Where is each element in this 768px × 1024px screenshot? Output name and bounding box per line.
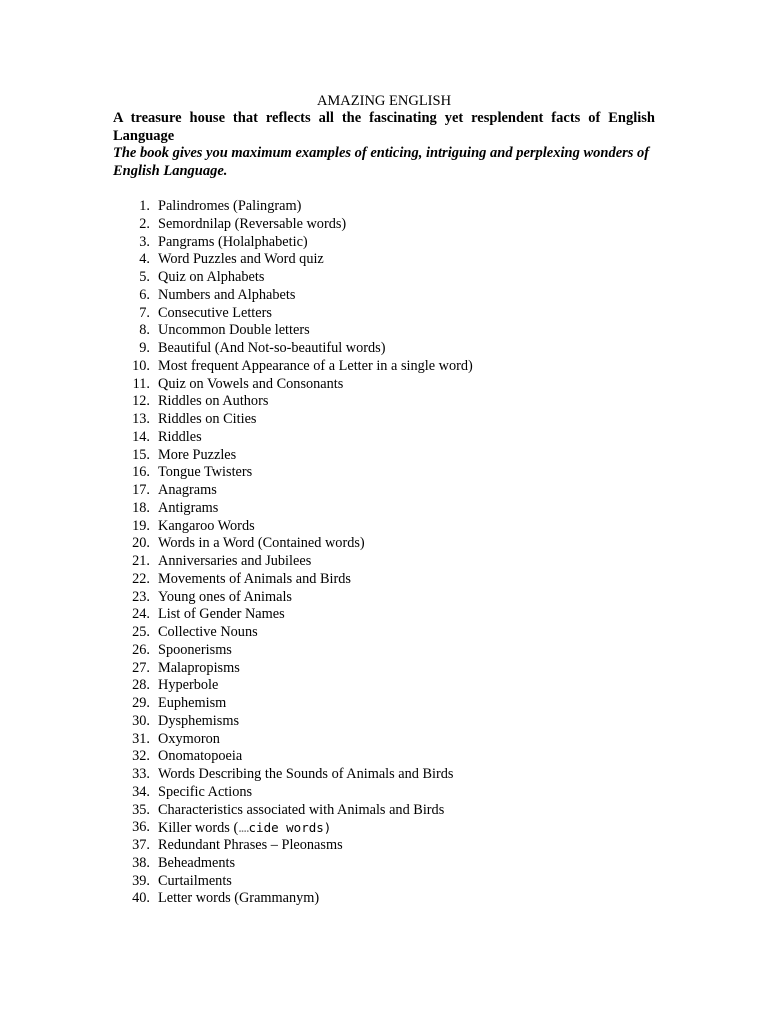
list-item-number: 26. <box>132 641 150 658</box>
list-item-number: 33. <box>132 766 150 782</box>
list-item <box>113 890 655 908</box>
list-item-text: Riddles <box>158 428 202 445</box>
list-item <box>113 305 655 323</box>
list-item <box>113 198 655 216</box>
list-item-text: Letter words (Grammanym) <box>158 890 320 907</box>
list-item <box>113 429 655 447</box>
list-item <box>113 589 655 607</box>
list-item-number: 28. <box>132 677 150 694</box>
list-item-paren: ( <box>233 820 239 837</box>
list-item-number: 22. <box>132 570 150 587</box>
list-item <box>113 819 655 837</box>
list-item-text: Movements of Animals and Birds <box>158 570 351 587</box>
list-item <box>113 447 655 465</box>
list-item <box>113 393 655 411</box>
list-item-number: 21. <box>132 553 150 569</box>
list-item-text: Killer words <box>158 820 230 837</box>
list-item-text: Anagrams <box>158 482 217 498</box>
list-item <box>113 837 655 855</box>
list-item-number: 31. <box>132 730 150 747</box>
list-item <box>113 642 655 660</box>
list-item-number: 39. <box>132 872 150 889</box>
list-item-text: Kangaroo Words <box>158 517 255 534</box>
list-item-number: 12. <box>132 393 150 410</box>
list-item-number: 5. <box>139 269 150 285</box>
list-item-number: 1. <box>139 198 150 214</box>
list-item-text: Characteristics associated with Animals and Birds <box>158 801 445 818</box>
document-page <box>113 92 655 908</box>
list-item-number: 36. <box>132 819 150 836</box>
list-item <box>113 482 655 500</box>
list-item-text: Redundant Phrases – Pleonasms <box>158 837 343 853</box>
list-item-text: Most frequent Appearance of a Letter in a single word) <box>158 357 473 374</box>
list-item-number: 34. <box>132 783 150 800</box>
list-item-number: 8. <box>139 322 150 339</box>
list-item <box>113 624 655 642</box>
list-item <box>113 464 655 482</box>
list-item-text: Curtailments <box>158 872 232 889</box>
list-item-text: Collective Nouns <box>158 624 258 640</box>
list-item-text: Uncommon Double letters <box>158 322 310 339</box>
list-item-number: 2. <box>139 215 150 232</box>
list-item-text: Onomatopoeia <box>158 748 243 765</box>
list-item <box>113 322 655 340</box>
list-item-number: 4. <box>139 251 150 268</box>
list-item-number: 18. <box>132 499 150 516</box>
list-item-text: Young ones of Animals <box>158 588 292 605</box>
list-item-text: Dysphemisms <box>158 712 240 729</box>
list-item-text: Anniversaries and Jubilees <box>158 553 312 569</box>
list-item-text: Spoonerisms <box>158 641 232 658</box>
list-item-text: Beheadments <box>158 854 236 871</box>
list-item <box>113 748 655 766</box>
list-item <box>113 340 655 358</box>
list-item-number: 37. <box>132 837 150 853</box>
list-item <box>113 873 655 891</box>
list-item <box>113 518 655 536</box>
list-item <box>113 660 655 678</box>
list-item <box>113 802 655 820</box>
list-item-number: 10. <box>132 357 150 374</box>
list-item-text: Palindromes (Palingram) <box>158 198 302 214</box>
list-item-number: 9. <box>139 340 150 356</box>
list-item-text: Hyperbole <box>158 677 219 694</box>
document-tagline: The book gives you maximum examples of enticing, intriguing and perplexing wonders of English Language. <box>113 145 650 179</box>
list-item-number: 11. <box>132 375 150 392</box>
list-item-number: 32. <box>132 748 150 765</box>
list-item <box>113 234 655 252</box>
list-item-number: 7. <box>139 304 150 321</box>
list-item <box>113 855 655 873</box>
list-item <box>113 731 655 749</box>
list-item <box>113 695 655 713</box>
document-title: AMAZING ENGLISH <box>316 93 452 109</box>
list-item <box>113 606 655 624</box>
list-item-text: List of Gender Names <box>158 606 285 623</box>
list-item-text: Pangrams (Holalphabetic) <box>158 233 308 250</box>
list-item-number: 19. <box>132 517 150 534</box>
list-item <box>113 500 655 518</box>
document-subtitle: A treasure house that reflects all the fascinating yet resplendent facts of English Language <box>113 110 655 144</box>
list-item-number: 35. <box>132 801 150 818</box>
list-item-number: 17. <box>132 482 150 498</box>
list-item-ellipsis: .... <box>238 820 249 837</box>
list-item-number: 16. <box>132 464 150 481</box>
list-item-text: Words in a Word (Contained words) <box>158 535 365 552</box>
list-item-number: 30. <box>132 712 150 729</box>
list-item-number: 40. <box>132 890 150 907</box>
list-item-text: Riddles on Cities <box>158 411 257 427</box>
list-item-text: Malapropisms <box>158 659 240 676</box>
list-item-number: 6. <box>139 286 150 303</box>
list-item-text: More Puzzles <box>158 446 237 463</box>
list-item-number: 38. <box>132 854 150 871</box>
list-item-number: 3. <box>139 233 150 250</box>
list-item-text: Quiz on Vowels and Consonants <box>158 375 344 392</box>
list-item <box>113 553 655 571</box>
list-item-number: 23. <box>132 588 150 605</box>
list-item <box>113 251 655 269</box>
list-item-number: 15. <box>132 446 150 463</box>
list-item <box>113 358 655 376</box>
contents-list <box>113 198 655 908</box>
list-item-number: 29. <box>132 695 150 711</box>
list-item-text: Numbers and Alphabets <box>158 286 296 303</box>
list-item-number: 24. <box>132 606 150 623</box>
list-item-text: Specific Actions <box>158 783 253 800</box>
list-item-text: Words Describing the Sounds of Animals and Birds <box>158 766 454 782</box>
list-item <box>113 677 655 695</box>
list-item-number: 13. <box>132 411 150 427</box>
list-item-text: Euphemism <box>158 695 227 711</box>
list-item-text: Consecutive Letters <box>158 304 272 321</box>
list-item <box>113 287 655 305</box>
list-item-text: Word Puzzles and Word quiz <box>158 251 324 268</box>
list-item-number: 27. <box>132 659 150 676</box>
list-item <box>113 411 655 429</box>
list-item <box>113 269 655 287</box>
list-item <box>113 766 655 784</box>
list-item-text: Quiz on Alphabets <box>158 269 265 285</box>
list-item <box>113 571 655 589</box>
list-item-number: 25. <box>132 624 150 640</box>
list-item-number: 14. <box>132 428 150 445</box>
list-item-text: Riddles on Authors <box>158 393 269 410</box>
list-item <box>113 713 655 731</box>
list-item-text: Oxymoron <box>158 730 220 747</box>
list-item-text: Beautiful (And Not-so-beautiful words) <box>158 340 386 356</box>
list-item <box>113 784 655 802</box>
list-item-suffix: cide words) <box>248 820 332 836</box>
list-item <box>113 376 655 394</box>
list-item-text: Tongue Twisters <box>158 464 253 481</box>
list-item-text: Antigrams <box>158 499 219 516</box>
list-item-number: 20. <box>132 535 150 552</box>
list-item <box>113 216 655 234</box>
list-item <box>113 535 655 553</box>
list-item-text: Semordnilap (Reversable words) <box>158 215 347 232</box>
